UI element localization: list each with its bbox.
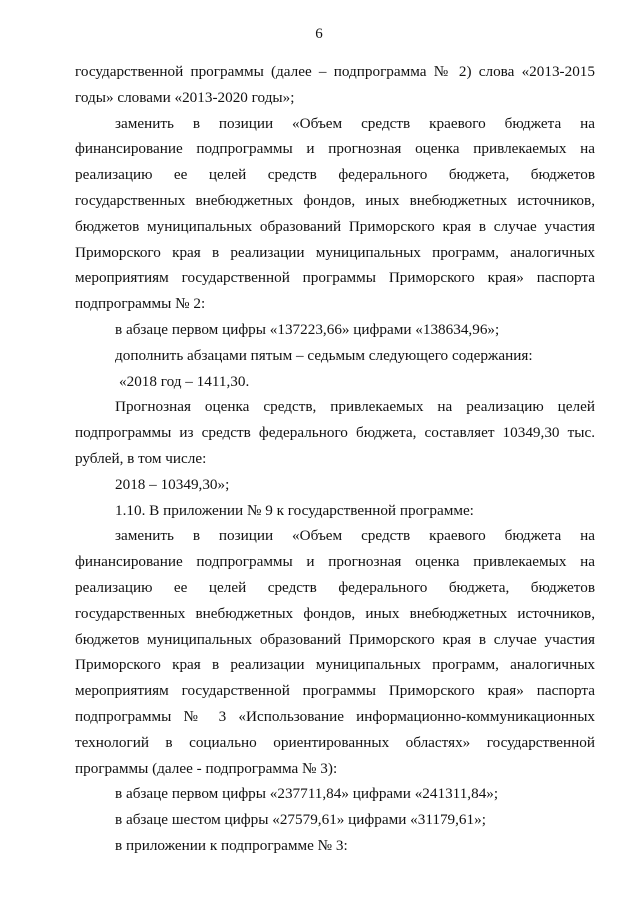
paragraph-first-abzac-sp3: в абзаце первом цифры «237711,84» цифрами «241311,84»; <box>115 785 499 803</box>
page-number: 6 <box>315 26 323 42</box>
document-body <box>75 59 595 859</box>
paragraph-2018-year: «2018 год – 1411,30. <box>119 372 250 390</box>
paragraph-sixth-abzac-sp3: в абзаце шестом цифры «27579,61» цифрами «31179,61»; <box>115 811 486 829</box>
paragraph-replace-position-sp3: заменить в позиции «Объем средств краевого бюджета на финансирование подпрограммы и прогнозная оценка привлекаемых на реализацию ее целей средств федерального бюджета, бюджетов государственных внебюджетных фондов, иных внебюджетных источников, бюджетов муниципальных образований Приморского края в случае участия Приморского края в реализации муниципальных программ, аналогичных мероприятиям государственной программы Приморского края» паспорта подпрограммы № 3 «Использование информационно-коммуникационных технологий в социально ориентированных областях» государственной программы (далее - подпрограмма № 3): <box>75 527 595 777</box>
paragraph-first-abzac-sp2: в абзаце первом цифры «137223,66» цифрами «138634,96»; <box>115 320 500 338</box>
paragraph-appendix-sp3: в приложении к подпрограмме № 3: <box>115 836 348 854</box>
paragraph-forecast-federal: Прогнозная оценка средств, привлекаемых на реализацию целей подпрограммы из средств федерального бюджета, составляет 10349,30 тыс. рублей, в том числе: <box>75 398 595 467</box>
paragraph-subprogram-2-title: государственной программы (далее – подпрограмма № 2) слова «2013-2015 годы» словами «2013-2020 годы»; <box>75 63 595 106</box>
paragraph-2018-amount: 2018 – 10349,30»; <box>115 475 230 493</box>
paragraph-replace-position-sp2: заменить в позиции «Объем средств краевого бюджета на финансирование подпрограммы и прогнозная оценка привлекаемых на реализацию ее целей средств федерального бюджета, бюджетов государственных внебюджетных фондов, иных внебюджетных источников, бюджетов муниципальных образований Приморского края в случае участия Приморского края в реализации муниципальных программ, аналогичных мероприятиям государственной программы Приморского края» паспорта подпрограммы № 2: <box>75 114 595 313</box>
paragraph-section-1-10: 1.10. В приложении № 9 к государственной программе: <box>115 501 474 519</box>
paragraph-add-abzacs: дополнить абзацами пятым – седьмым следующего содержания: <box>115 346 533 364</box>
